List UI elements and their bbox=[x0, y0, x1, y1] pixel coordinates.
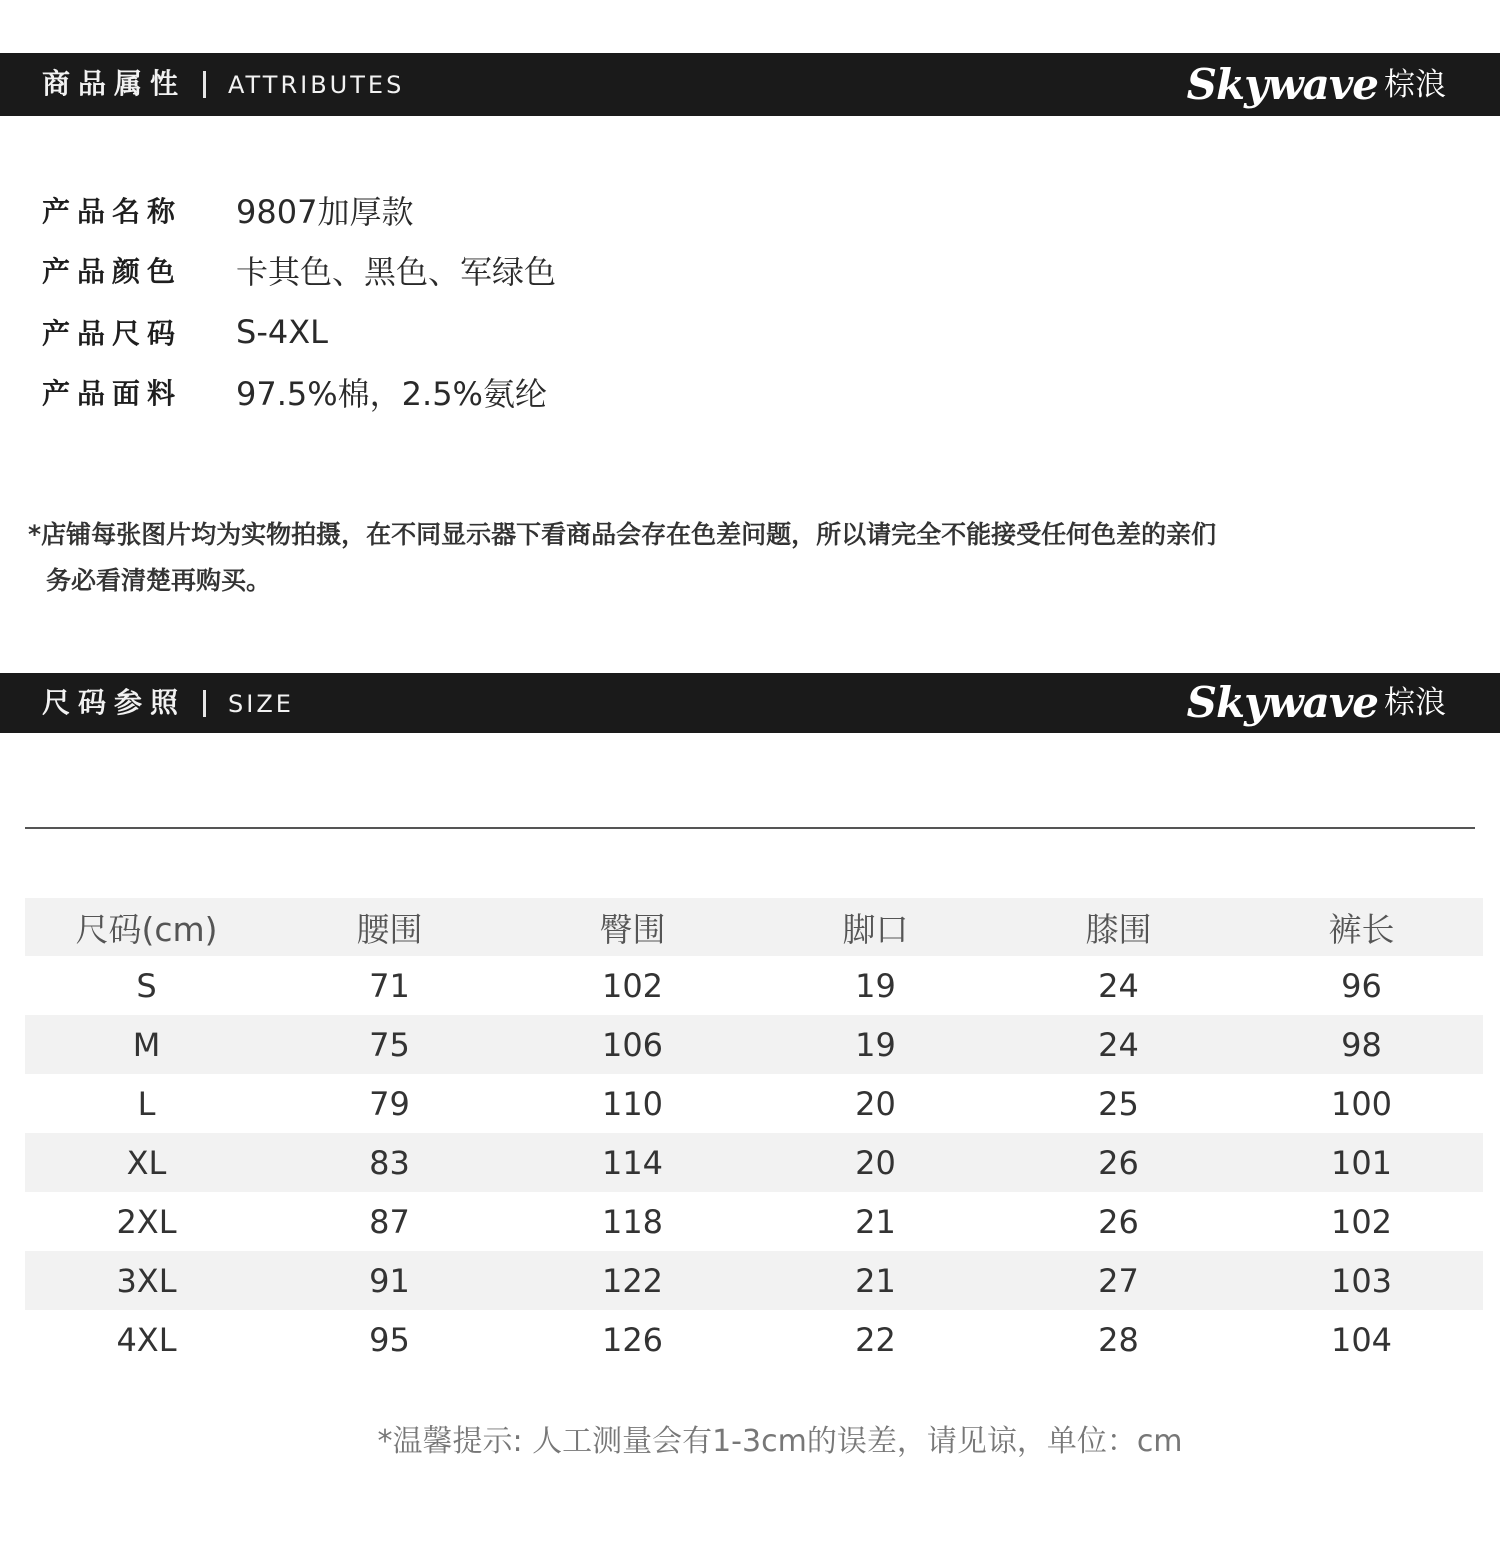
divider-line bbox=[25, 827, 1475, 829]
table-cell: 104 bbox=[1330, 1320, 1393, 1359]
table-cell: 118 bbox=[601, 1202, 664, 1241]
table-cell: 103 bbox=[1240, 1251, 1483, 1310]
table-cell: 110 bbox=[601, 1084, 664, 1123]
table-cell: 91 bbox=[268, 1251, 511, 1310]
header-separator bbox=[203, 71, 206, 98]
table-cell: 22 bbox=[855, 1320, 896, 1359]
table-cell: 126 bbox=[601, 1320, 664, 1359]
table-cell: 26 bbox=[1098, 1202, 1139, 1241]
table-cell: 79 bbox=[369, 1084, 410, 1123]
table-cell: 21 bbox=[754, 1251, 997, 1310]
brand-name-en: Skywave bbox=[1186, 678, 1378, 727]
color-notice bbox=[28, 512, 1428, 604]
table-row bbox=[25, 956, 1483, 1015]
attribute-label: 产品面料 bbox=[42, 377, 183, 410]
column-header-length: 裤长 bbox=[1240, 898, 1483, 956]
table-cell: 71 bbox=[369, 966, 410, 1005]
table-cell: 3XL bbox=[25, 1251, 268, 1310]
table-cell: 25 bbox=[1098, 1084, 1139, 1123]
brand-logo bbox=[1187, 676, 1446, 730]
size-header-band bbox=[0, 673, 1500, 733]
table-cell: 96 bbox=[1341, 966, 1382, 1005]
attribute-row-color bbox=[42, 248, 556, 292]
table-cell: L bbox=[137, 1084, 156, 1123]
table-cell: 83 bbox=[268, 1133, 511, 1192]
measurement-tip: *温馨提示: 人工测量会有1-3cm的误差，请见谅，单位：cm bbox=[377, 1424, 1183, 1459]
table-row bbox=[25, 1310, 1483, 1369]
table-cell: 95 bbox=[369, 1320, 410, 1359]
column-header-hip: 臀围 bbox=[511, 898, 754, 956]
table-row bbox=[25, 1074, 1483, 1133]
brand-name-cn: 棕浪 bbox=[1384, 67, 1446, 103]
table-cell: 102 bbox=[1330, 1202, 1393, 1241]
table-cell: M bbox=[25, 1015, 268, 1074]
header-separator bbox=[203, 690, 206, 717]
table-cell: 28 bbox=[1098, 1320, 1139, 1359]
table-cell: 19 bbox=[754, 1015, 997, 1074]
size-title-cn: 尺码参照 bbox=[42, 686, 187, 719]
table-cell: 4XL bbox=[116, 1320, 177, 1359]
table-row bbox=[25, 1251, 1483, 1310]
attribute-value: 9807加厚款 bbox=[236, 193, 414, 231]
attribute-label: 产品名称 bbox=[42, 195, 183, 228]
notice-line-2: 务必看清楚再购买。 bbox=[46, 566, 272, 595]
table-cell: 106 bbox=[511, 1015, 754, 1074]
table-cell: 100 bbox=[1330, 1084, 1393, 1123]
table-cell: 102 bbox=[601, 966, 664, 1005]
table-cell: 19 bbox=[855, 966, 896, 1005]
table-cell: 87 bbox=[369, 1202, 410, 1241]
table-cell: 98 bbox=[1240, 1015, 1483, 1074]
table-row bbox=[25, 1192, 1483, 1251]
column-header-waist: 腰围 bbox=[268, 898, 511, 956]
table-cell: 24 bbox=[997, 1015, 1240, 1074]
table-cell: 27 bbox=[997, 1251, 1240, 1310]
table-cell: S bbox=[136, 966, 157, 1005]
size-title-en: SIZE bbox=[228, 690, 294, 718]
table-row bbox=[25, 1133, 1483, 1192]
column-header-hem: 脚口 bbox=[754, 898, 997, 956]
table-cell: 21 bbox=[855, 1202, 896, 1241]
table-cell: 2XL bbox=[116, 1202, 177, 1241]
brand-name-cn: 棕浪 bbox=[1384, 685, 1446, 721]
table-cell: 122 bbox=[511, 1251, 754, 1310]
table-header-row bbox=[25, 898, 1483, 956]
attribute-value: 卡其色、黑色、军绿色 bbox=[236, 253, 557, 291]
table-cell: XL bbox=[25, 1133, 268, 1192]
attributes-header-band bbox=[0, 53, 1500, 116]
attribute-row-size bbox=[42, 310, 328, 354]
table-cell: 101 bbox=[1240, 1133, 1483, 1192]
brand-name-en: Skywave bbox=[1186, 60, 1378, 109]
attribute-row-fabric bbox=[42, 370, 547, 414]
attribute-label: 产品颜色 bbox=[42, 255, 183, 288]
attribute-label: 产品尺码 bbox=[42, 317, 183, 350]
attributes-title-cn: 商品属性 bbox=[42, 67, 187, 100]
attribute-value: S-4XL bbox=[236, 313, 328, 351]
table-cell: 75 bbox=[268, 1015, 511, 1074]
column-header-knee: 膝围 bbox=[997, 898, 1240, 956]
attribute-row-name bbox=[42, 188, 413, 232]
attributes-title-en: ATTRIBUTES bbox=[228, 71, 405, 99]
table-cell: 20 bbox=[855, 1084, 896, 1123]
notice-line-1: *店铺每张图片均为实物拍摄，在不同显示器下看商品会存在色差问题，所以请完全不能接受任何色差的亲们 bbox=[28, 520, 1217, 549]
column-header-size: 尺码(cm) bbox=[25, 898, 268, 956]
brand-logo bbox=[1187, 58, 1446, 112]
table-cell: 26 bbox=[997, 1133, 1240, 1192]
attribute-value: 97.5%棉，2.5%氨纶 bbox=[236, 375, 547, 413]
table-cell: 114 bbox=[511, 1133, 754, 1192]
table-cell: 24 bbox=[1098, 966, 1139, 1005]
table-row bbox=[25, 1015, 1483, 1074]
table-cell: 20 bbox=[754, 1133, 997, 1192]
size-chart-table bbox=[25, 898, 1483, 1369]
